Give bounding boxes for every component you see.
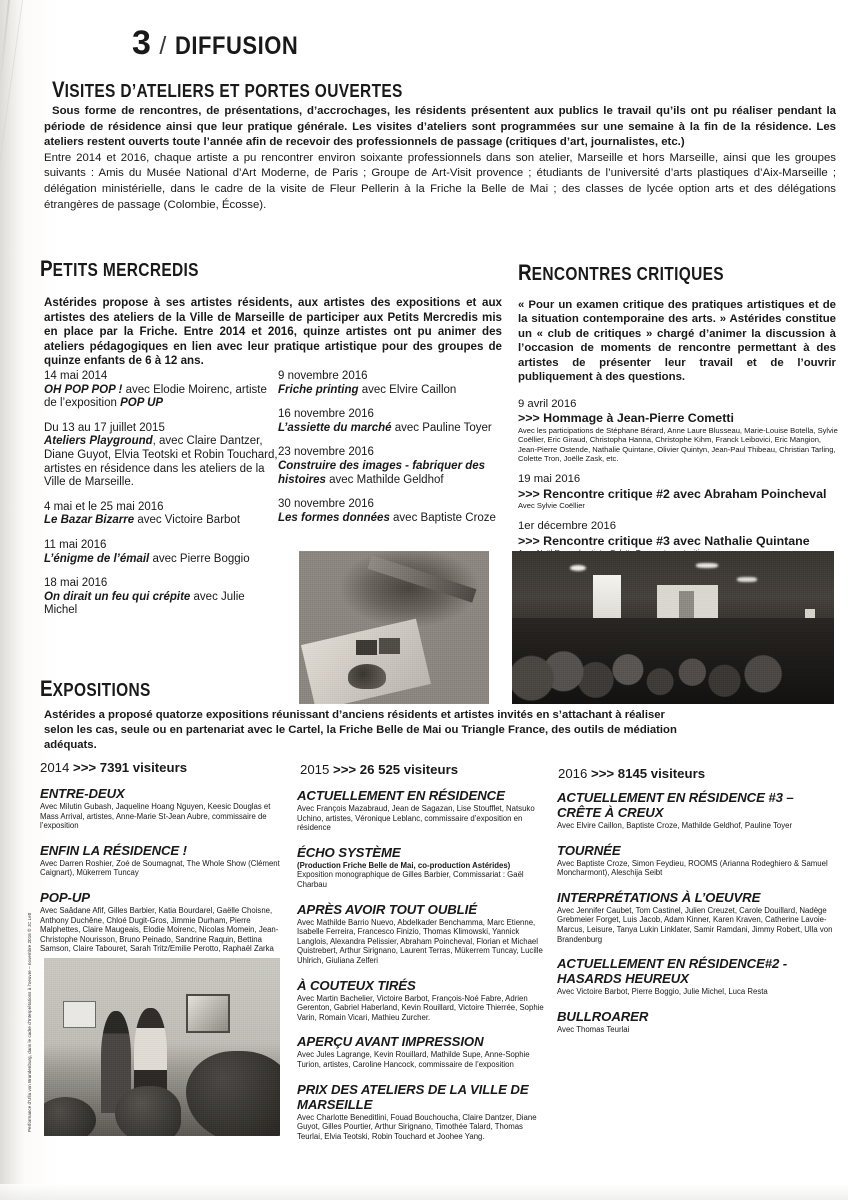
exposition-participants: Avec Charlotte Beneditlini, Fouad Bouchoucha, Claire Dantzer, Diane Guyot, Gilles Pourtier, Arthur Sirignano, Timothée Talard, Thomas Teurlai, Elvia Teotski, Robin Touchard et Joohee Yang. <box>297 1112 537 1141</box>
exposition-title: INTERPRÉTATIONS À L’OEUVRE <box>557 889 761 905</box>
event-date: 11 mai 2016 <box>44 538 107 551</box>
photo-credit-vertical: Performance d’Ulla von Brandenburg, dans le cadre d’Interprétations à l’oeuvre – novembre 2016 © JC Lett <box>27 912 32 1132</box>
exposition-participants: Avec Jules Lagrange, Kevin Rouillard, Mathilde Supe, Anne-Sophie Turion, artistes, Caroline Hancock, commissaire de l’exposition <box>297 1050 530 1069</box>
section-heading-expositions-rest: XPOSITIONS <box>52 680 151 700</box>
visitor-stat-2016 <box>558 766 705 782</box>
photo-visiteurs-exposition <box>44 958 280 1136</box>
rencontre-participants: Avec les participations de Stéphane Bérard, Anne Laure Blusseau, Marie-Louise Botella, Sylvie Coëllier, Eric Giraud, Christopha Hanna, Christophe Kihm, Franck Leibovici, Eric Mangion, Jean-Pierre Ostende, Nathalie Quintane, Olivier Quintyn, Jean-Paul Thibeau, Christian Tarling, Colette Tron, Joëlle Zask, etc. <box>518 426 838 463</box>
exposition-title: APERÇU AVANT IMPRESSION <box>297 1034 484 1050</box>
list-item <box>297 902 547 966</box>
section-heading-petits-initial: P <box>40 256 53 281</box>
photo-rencontre-critique-public <box>512 551 834 704</box>
petits-mercredis-list-right <box>278 370 518 536</box>
event-title <box>44 514 279 528</box>
section-heading-petits-rest: ETITS MERCREDIS <box>52 260 199 280</box>
petits-mercredis-lead: Astérides propose à ses artistes résidents, aux artistes des expositions et aux artistes des ateliers de la Ville de Marseille de participer aux Petits Mercredis mis en place par la Friche. Entre 2014 et 2016, quinze artistes ont pu animer des ateliers pédagogiques en lien avec leur pratique artistique pour des groupes de quinze enfants de 6 à 12 ans. <box>44 296 502 368</box>
exposition-title: ACTUELLEMENT EN RÉSIDENCE#2 - HASARDS HEUREUX <box>557 956 788 987</box>
event-detail: avec Elodie Moirenc, artiste de l’exposition <box>44 383 267 410</box>
expositions-column-2016 <box>557 790 837 1046</box>
chapter-separator-icon: / <box>159 32 167 60</box>
event-title-text: On dirait un feu qui crépite <box>44 590 191 603</box>
exposition-title: APRÈS AVOIR TOUT OUBLIÉ <box>297 901 477 917</box>
list-item <box>557 956 837 997</box>
expositions-visitor-stats <box>0 760 848 780</box>
event-date: 9 novembre 2016 <box>278 370 368 382</box>
rencontre-date: 9 avril 2016 <box>518 398 577 410</box>
event-date: 23 novembre 2016 <box>278 446 374 459</box>
rencontre-date: 19 mai 2016 <box>518 473 581 486</box>
list-item <box>44 501 279 528</box>
rencontre-heading: >>> Rencontre critique #2 avec Abraham Poincheval <box>518 486 827 501</box>
event-title <box>44 384 279 411</box>
exposition-participants: Avec Martin Bachelier, Victoire Barbot, François-Noé Fabre, Adrien Gerenton, Gabriel Haberland, Kevin Rouillard, Victoire Thierrée, Sophie Varin, Romain Vicari, Mathieu Zurcher. <box>297 993 544 1022</box>
list-item <box>44 577 279 618</box>
list-item <box>40 890 284 954</box>
exposition-title: ÉCHO SYSTÈME <box>297 844 401 860</box>
list-item <box>44 370 279 411</box>
exposition-participants: Avec Elvire Caillon, Baptiste Croze, Mathilde Geldhof, Pauline Toyer <box>557 821 793 830</box>
event-title <box>44 553 279 567</box>
list-item <box>278 498 518 525</box>
visitor-stat-year: 2015 <box>300 762 330 777</box>
event-title-text: OH POP POP ! <box>44 383 123 396</box>
list-item <box>44 422 279 490</box>
list-item <box>297 1034 547 1069</box>
exposition-title: À COUTEUX TIRÉS <box>297 977 416 993</box>
event-detail: , avec Claire Dantzer, Diane Guyot, Elvia Teotski et Robin Touchard, artistes en résidence dans les ateliers de la Ville de Marseille. <box>44 435 278 489</box>
visites-intro <box>44 104 836 213</box>
section-heading-expositions-initial: E <box>40 676 53 701</box>
rencontre-heading: >>> Hommage à Jean-Pierre Cometti <box>518 411 734 426</box>
petits-mercredis-list-left <box>44 370 279 629</box>
arrow-marker-icon: >>> <box>333 762 357 777</box>
section-heading-expositions <box>40 678 151 700</box>
event-title <box>278 512 518 526</box>
list-item <box>557 790 837 831</box>
rencontre-date: 1er décembre 2016 <box>518 520 616 533</box>
exposition-participants: Avec François Mazabraud, Jean de Sagazan, Lise Stoufflet, Natsuko Uchino, artistes, Véronique Leblanc, commissaire d’exposition en résidence <box>297 804 535 833</box>
scan-bottom-edge <box>0 1184 848 1200</box>
list-item <box>297 788 547 833</box>
event-date: 30 novembre 2016 <box>278 498 374 511</box>
section-heading-rencontres-initial: R <box>518 260 532 285</box>
event-detail: avec Pierre Boggio <box>149 552 250 565</box>
expositions-column-2015 <box>297 788 547 1153</box>
event-title-text: Le Bazar Bizarre <box>44 514 135 527</box>
event-detail: avec Victoire Barbot <box>134 514 241 527</box>
exposition-title: BULLROARER <box>557 1008 649 1024</box>
list-item <box>557 843 837 878</box>
list-item <box>518 398 838 463</box>
exposition-participants: Avec Thomas Teurlai <box>557 1024 630 1034</box>
exposition-title: ENFIN LA RÉSIDENCE ! <box>40 842 187 858</box>
photo-grain-overlay <box>512 551 834 704</box>
list-item <box>557 890 837 944</box>
list-item <box>278 446 518 487</box>
photo-atelier-impression <box>299 551 489 704</box>
visites-intro-paragraph-1: Sous forme de rencontres, de présentations, d’accrochages, les résidents présentent aux publics le travail qu’ils ont pu réaliser pendant la période de résidence ainsi que leur pratique générale. Les visites d’ateliers sont programmées sur une semaine à la fin de la résidence. Les ateliers restent ouverts toute l’année afin de recevoir des professionnels de passage (critiques d’art, journalistes, etc.) <box>44 105 836 149</box>
exposition-title: POP-UP <box>40 889 90 905</box>
list-item <box>278 408 518 435</box>
expositions-lead: Astérides a proposé quatorze expositions réunissant d’anciens résidents et artistes invités en s’attachant à réaliser selon les cas, seule ou en partenariat avec le Cartel, la Friche Belle de Mai ou Triangle France, des outils de médiation adéquats. <box>44 709 677 752</box>
arrow-marker-icon: >>> <box>591 766 615 781</box>
event-detail: avec Elvire Caillon <box>358 383 457 396</box>
exposition-participants: Avec Milutin Gubash, Jaqueline Hoang Nguyen, Keesic Douglas et Mass Arrival, artistes, Anne-Marie St-Jean Aubre, commissaire de l’exposition <box>40 802 271 831</box>
event-title-secondary: POP UP <box>120 397 164 410</box>
list-item <box>40 843 284 878</box>
event-title <box>278 422 518 436</box>
event-detail: avec Mathilde Geldhof <box>325 473 444 486</box>
section-heading-visites-rest: ISITES D’ATELIERS ET PORTES OUVERTES <box>64 81 403 101</box>
event-title-text: L’énigme de l’émail <box>44 552 150 565</box>
event-date: 18 mai 2016 <box>44 577 108 590</box>
exposition-title: PRIX DES ATELIERS DE LA VILLE DE MARSEILLE <box>297 1081 529 1112</box>
section-heading-petits-mercredis <box>40 258 199 280</box>
arrow-marker-icon: >>> <box>73 760 97 775</box>
list-item <box>297 1082 547 1142</box>
exposition-title: ENTRE-DEUX <box>40 786 125 801</box>
section-heading-rencontres-rest: ENCONTRES CRITIQUES <box>531 264 724 284</box>
event-title-text: L’assiette du marché <box>278 421 392 434</box>
exposition-title: ACTUELLEMENT EN RÉSIDENCE #3 – CRÊTE À CREUX <box>557 790 794 820</box>
exposition-title: ACTUELLEMENT EN RÉSIDENCE <box>297 788 505 803</box>
event-title <box>44 435 279 489</box>
photo-grain-overlay <box>44 958 280 1136</box>
visitor-stat-count: 8145 visiteurs <box>617 766 706 781</box>
exposition-participants: Avec Saâdane Afif, Gilles Barbier, Katia Bourdarel, Gaëlle Choisne, Anthony Duchêne, Chloé Dugit-Gros, Jimmie Durham, Pierre Malphettes, Claire Maugeais, Elodie Moirenc, Nicolas Momein, Jean-Christophe Nourisson, Bruno Peinado, Sandrine Raquin, Bettina Samson, Claire Tabouret, Sarah Tritz/Emilie Perotto, Raphaël Zarka <box>40 905 279 954</box>
section-heading-visites <box>52 79 403 101</box>
event-date: Du 13 au 17 juillet 2015 <box>44 421 165 434</box>
exposition-participants: Avec Mathilde Barrio Nuevo, Abdelkader Benchamma, Marc Etienne, Isabelle Ferreira, Francesco Finizio, Thomas Klimowski, Yannick Langlois, Alexandra Pelissier, Abraham Poincheval, Florian et Michael Quistrebert, Arthur Sirignano, Laurent Terras, Mükerrem Tuncay, Lucille Uhlrich, Giuliana Zelferi <box>297 917 543 965</box>
event-title-text: Les formes données <box>278 511 390 524</box>
exposition-participants: Avec Baptiste Croze, Simon Feydieu, ROOMS (Arianna Rodeghiero & Samuel Moncharmont), Aleschija Seibt <box>557 858 828 878</box>
list-item <box>557 1009 837 1035</box>
exposition-title: TOURNÉE <box>557 842 621 858</box>
chapter-number: 3 <box>132 24 151 62</box>
event-title-text: Ateliers Playground <box>44 435 153 448</box>
rencontres-critiques-list <box>518 398 838 568</box>
exposition-participants: Avec Victoire Barbot, Pierre Boggio, Julie Michel, Luca Resta <box>557 987 768 997</box>
visitor-stat-count: 26 525 visiteurs <box>359 762 459 777</box>
rencontre-heading: >>> Rencontre critique #3 avec Nathalie Quintane <box>518 533 810 548</box>
exposition-participants: Exposition monographique de Gilles Barbier, Commissariat : Gaël Charbau <box>297 870 524 889</box>
list-item <box>518 473 838 510</box>
list-item <box>297 978 547 1023</box>
expositions-column-2014 <box>40 786 284 966</box>
event-title <box>278 384 518 398</box>
exposition-production-note: (Production Friche Belle de Mai, co-production Astérides) <box>297 860 511 870</box>
list-item <box>278 370 518 397</box>
rencontre-participants: Avec Sylvie Coëllier <box>518 501 585 511</box>
event-detail: avec Julie Michel <box>44 590 245 617</box>
list-item <box>44 539 279 566</box>
photo-grain-overlay <box>299 551 489 704</box>
event-title-text: Friche printing <box>278 383 359 396</box>
exposition-participants: Avec Darren Roshier, Zoé de Soumagnat, The Whole Show (Clément Caignart), Mükerrem Tuncay <box>40 858 280 878</box>
exposition-participants: Avec Jennifer Caubet, Tom Castinel, Julien Creuzet, Carole Douillard, Nadège Grebmeier Forget, Luis Jacob, Adam Kinner, Karen Kraven, Catherine Lavoie-Marcus, Leisure, Tanya Lukin Linklater, Samir Ramdani, Jimmy Robert, Ulla von Brandenburg <box>557 905 833 944</box>
visitor-stat-count: 7391 visiteurs <box>99 760 188 775</box>
list-item <box>297 845 547 890</box>
section-heading-visites-initial: V <box>52 77 65 102</box>
rencontres-critiques-lead: « Pour un examen critique des pratiques artistiques et de la situation contemporaine des arts. » Astérides constitue un « club de critiques » chargé d’animer la discussion à l’occasion de moments de rencontre permettant à des artistes de présenter leur travail et de l’ouvrir publiquement à des questions. <box>518 299 836 384</box>
chapter-title: DIFFUSION <box>175 32 299 60</box>
event-date: 16 novembre 2016 <box>278 408 374 421</box>
visites-intro-paragraph-2: Entre 2014 et 2016, chaque artiste a pu rencontrer environ soixante professionnels dans son atelier, Marseille et hors Marseille, ainsi que les groupes suivants : Amis du Musée National d’Art Moderne, de Paris ; Groupe de Art-Visit provence ; étudiants de l’université d’arts plastiques d’Aix-Marseille ; délégation ministérielle, dans le cadre de la visite de Fleur Pellerin à la Friche la Belle de Mai ; des classes de lycée option arts et des délégations étrangères de passage (Colombie, Écosse). <box>44 151 836 211</box>
section-heading-rencontres-critiques <box>518 262 724 284</box>
visitor-stat-year: 2016 <box>558 766 588 781</box>
chapter-heading <box>132 26 316 60</box>
visitor-stat-2015 <box>300 762 458 778</box>
event-date: 14 mai 2014 <box>44 370 108 382</box>
visitor-stat-2014 <box>40 760 187 776</box>
event-title-text: Construire des images - fabriquer des histoires <box>278 459 486 486</box>
event-title <box>278 460 518 487</box>
event-date: 4 mai et le 25 mai 2016 <box>44 500 164 513</box>
list-item <box>40 786 284 831</box>
event-detail: avec Baptiste Croze <box>389 511 496 524</box>
visitor-stat-year: 2014 <box>40 760 70 775</box>
event-detail: avec Pauline Toyer <box>391 421 492 434</box>
event-title <box>44 591 279 618</box>
